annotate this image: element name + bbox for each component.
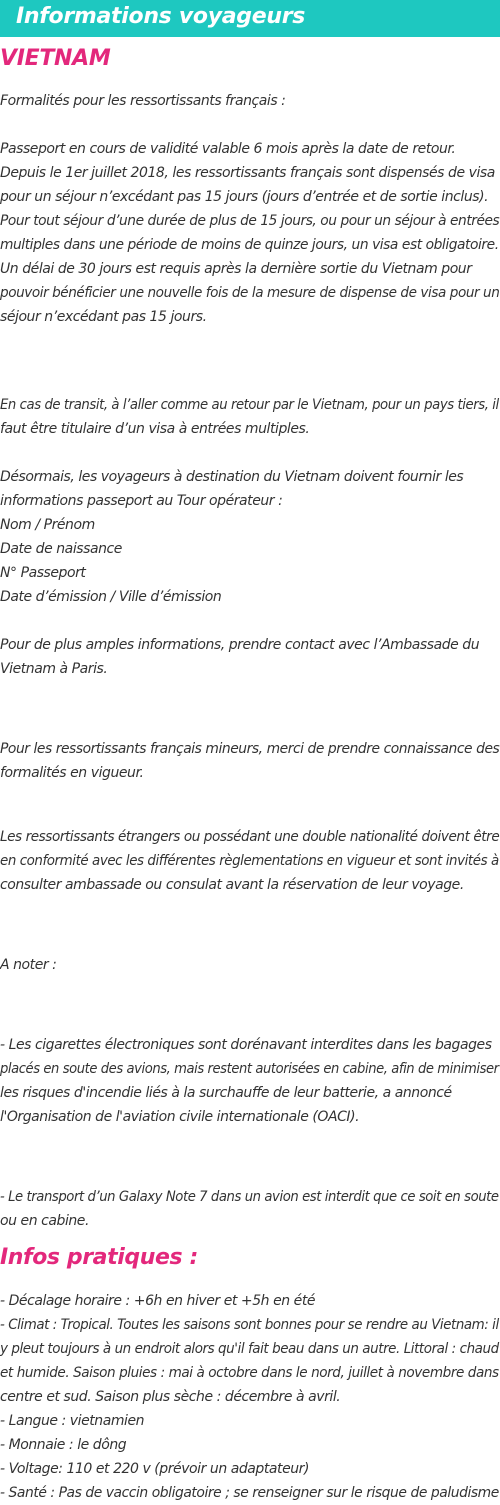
text-line: en conformité avec les différentes règlementations en vigueur et sont invités à bbox=[0, 853, 499, 869]
text-line: l'Organisation de l'aviation civile internationale (OACI). bbox=[0, 1109, 360, 1125]
text-line: Vietnam à Paris. bbox=[0, 661, 108, 677]
text-line: Pour les ressortissants français mineurs, merci de prendre connaissance des bbox=[0, 741, 500, 757]
text-line: formalités en vigueur. bbox=[0, 765, 144, 781]
text-line: placés en soute des avions, mais restent autorisées en cabine, afin de minimiser bbox=[0, 1061, 499, 1077]
practical-title: Infos pratiques : bbox=[0, 1245, 198, 1270]
text-line: En cas de transit, à l’aller comme au retour par le Vietnam, pour un pays tiers, il bbox=[0, 397, 499, 413]
text-line: Pour de plus amples informations, prendre contact avec l’Ambassade du bbox=[0, 637, 480, 653]
text-line: informations passeport au Tour opérateur : bbox=[0, 493, 283, 509]
header-bar bbox=[0, 0, 500, 37]
list-item: - Langue : vietnamien bbox=[0, 1413, 145, 1429]
list-item: - Monnaie : le dông bbox=[0, 1437, 127, 1453]
text-line: multiples dans une période de moins de quinze jours, un visa est obligatoire. bbox=[0, 237, 499, 253]
intro-text: Formalités pour les ressortissants français : bbox=[0, 93, 286, 109]
text-line: Passeport en cours de validité valable 6 mois après la date de retour. bbox=[0, 141, 456, 157]
header-title: Informations voyageurs bbox=[16, 4, 306, 29]
text-line: Désormais, les voyageurs à destination du Vietnam doivent fournir les bbox=[0, 469, 464, 485]
text-line: ou en cabine. bbox=[0, 1213, 89, 1229]
list-item: - Voltage: 110 et 220 v (prévoir un adaptateur) bbox=[0, 1461, 309, 1477]
note-label: A noter : bbox=[0, 957, 57, 973]
text-line: Depuis le 1er juillet 2018, les ressortissants français sont dispensés de visa bbox=[0, 165, 495, 181]
text-line: Date d’émission / Ville d’émission bbox=[0, 589, 222, 605]
text-line: N° Passeport bbox=[0, 565, 86, 581]
text-line: Date de naissance bbox=[0, 541, 122, 557]
text-line: les risques d'incendie liés à la surchauffe de leur batterie, a annoncé bbox=[0, 1085, 452, 1101]
text-line: - Les cigarettes électroniques sont dorénavant interdites dans les bagages bbox=[0, 1037, 492, 1053]
text-line: pouvoir bénéficier une nouvelle fois de la mesure de dispense de visa pour un bbox=[0, 285, 500, 301]
text-line: - Le transport d’un Galaxy Note 7 dans un avion est interdit que ce soit en soute bbox=[0, 1189, 499, 1205]
list-item: centre et sud. Saison plus sèche : décembre à avril. bbox=[0, 1389, 341, 1405]
text-line: Pour tout séjour d’une durée de plus de 15 jours, ou pour un séjour à entrées bbox=[0, 213, 500, 229]
text-line: séjour n’excédant pas 15 jours. bbox=[0, 309, 207, 325]
text-line: Un délai de 30 jours est requis après la dernière sortie du Vietnam pour bbox=[0, 261, 472, 277]
list-item: - Climat : Tropical. Toutes les saisons sont bonnes pour se rendre au Vietnam: il bbox=[0, 1317, 499, 1333]
list-item: et humide. Saison pluies : mai à octobre dans le nord, juillet à novembre dans bbox=[0, 1365, 499, 1381]
text-line: pour un séjour n’excédant pas 15 jours (jours d’entrée et de sortie inclus). bbox=[0, 189, 489, 205]
text-line: consulter ambassade ou consulat avant la réservation de leur voyage. bbox=[0, 877, 464, 893]
text-line: Les ressortissants étrangers ou possédant une double nationalité doivent être bbox=[0, 829, 500, 845]
text-line: faut être titulaire d’un visa à entrées multiples. bbox=[0, 421, 310, 437]
country-title: VIETNAM bbox=[0, 46, 111, 71]
list-item: - Santé : Pas de vaccin obligatoire ; se renseigner sur le risque de paludisme bbox=[0, 1485, 499, 1501]
list-item: - Décalage horaire : +6h en hiver et +5h en été bbox=[0, 1293, 316, 1309]
list-item: y pleut toujours à un endroit alors qu'il fait beau dans un autre. Littoral : chaud bbox=[0, 1341, 499, 1357]
text-line: Nom / Prénom bbox=[0, 517, 95, 533]
